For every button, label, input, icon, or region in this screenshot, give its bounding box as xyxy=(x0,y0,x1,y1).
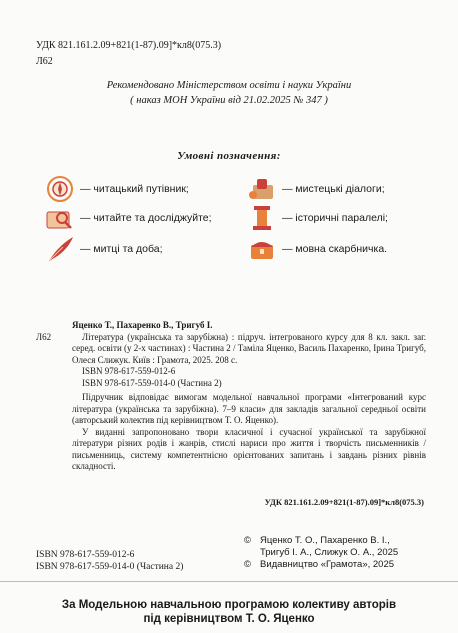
recommendation-line2: ( наказ МОН України від 21.02.2025 № 347 ) xyxy=(130,95,328,106)
isbn-2: ISBN 978-617-559-014-0 (Частина 2) xyxy=(36,562,184,572)
copyright-authors-1: Яценко Т. О., Пахаренко В. І., xyxy=(260,535,390,546)
recommendation xyxy=(0,78,458,108)
record-isbn1: ISBN 978-617-559-012-6 xyxy=(82,366,176,376)
record-title: Література (українська та зарубіжна) : підруч. інтегрованого курсу для 8 кл. закл. заг. серед. освіти (у 2-х частинах) : Частина 2 / Таміла Яценко, Василь Пахаренко, Ірина Тригуб, Олеся Слижук. Київ : Грамота, 2025. 208 с. xyxy=(72,331,426,365)
copyright-symbol: © xyxy=(244,535,251,546)
legend-item-artists xyxy=(44,235,163,263)
footer-line1: За Модельною навчальною програмою колективу авторів xyxy=(61,599,397,611)
record-authors: Яценко Т., Пахаренко В., Тригуб І. xyxy=(72,320,213,330)
record-annotation-1: Підручник відповідає вимогам модельної навчальної програми «Інтегрований курс література (українська та зарубіжна). 7–9 класи» для закладів загальної середньої освіти (авторський колектив під керівництвом Т. О. Яценко). xyxy=(72,392,426,425)
legend-label: — історичні паралелі; xyxy=(282,212,388,224)
record-isbn2: ISBN 978-617-559-014-0 (Частина 2) xyxy=(82,377,222,388)
column-icon xyxy=(246,204,278,232)
bibliographic-record xyxy=(36,320,426,473)
footer-line2: під керівництвом Т. О. Яценко xyxy=(143,613,315,625)
legend-label: — мистецькі діалоги; xyxy=(282,183,385,195)
legend-item-guide xyxy=(44,175,189,203)
legend-label: — митці та доба; xyxy=(80,243,163,255)
quill-icon xyxy=(44,235,76,263)
copyright-authors-2: Тригуб І. А., Слижук О. А., 2025 xyxy=(260,547,399,558)
legend-item-language xyxy=(246,235,387,263)
record-code: Л62 xyxy=(36,332,52,342)
footer-note xyxy=(0,598,458,626)
legend-item-history xyxy=(246,204,388,232)
legend-label: — мовна скарбничка. xyxy=(282,243,388,255)
magnifier-book-icon xyxy=(44,204,76,232)
palette-icon xyxy=(246,175,278,203)
copyright-publisher: Видавництво «Грамота», 2025 xyxy=(260,559,395,570)
legend-item-art xyxy=(246,175,385,203)
legend-label: — читайте та досліджуйте; xyxy=(80,212,212,224)
chest-icon xyxy=(246,235,278,263)
isbn-block xyxy=(36,549,183,573)
code-top: Л62 xyxy=(36,56,53,67)
isbn-1: ISBN 978-617-559-012-6 xyxy=(36,550,135,560)
udc-bottom: УДК 821.161.2.09+821(1-87).09]*кл8(075.3) xyxy=(264,497,424,507)
divider xyxy=(0,581,458,582)
legend-title: Умовні позначення: xyxy=(177,150,281,162)
copyright-symbol: © xyxy=(244,559,251,570)
copyright-block xyxy=(244,535,398,571)
legend-item-research xyxy=(44,204,212,232)
record-annotation-2: У виданні запропоновано твори класичної і сучасної української та зарубіжної літератури різних родів і жанрів, стислі нариси про життя і творчість письменників / письменниць, систему компетентнісно орієнтованих запитань і завдань різних рівнів складності. xyxy=(72,426,426,471)
recommendation-line1: Рекомендовано Міністерством освіти і науки України xyxy=(106,80,352,91)
udc-top: УДК 821.161.2.09+821(1-87).09]*кл8(075.3) xyxy=(36,40,222,51)
legend-label: — читацький путівник; xyxy=(80,183,189,195)
compass-icon xyxy=(44,175,76,203)
